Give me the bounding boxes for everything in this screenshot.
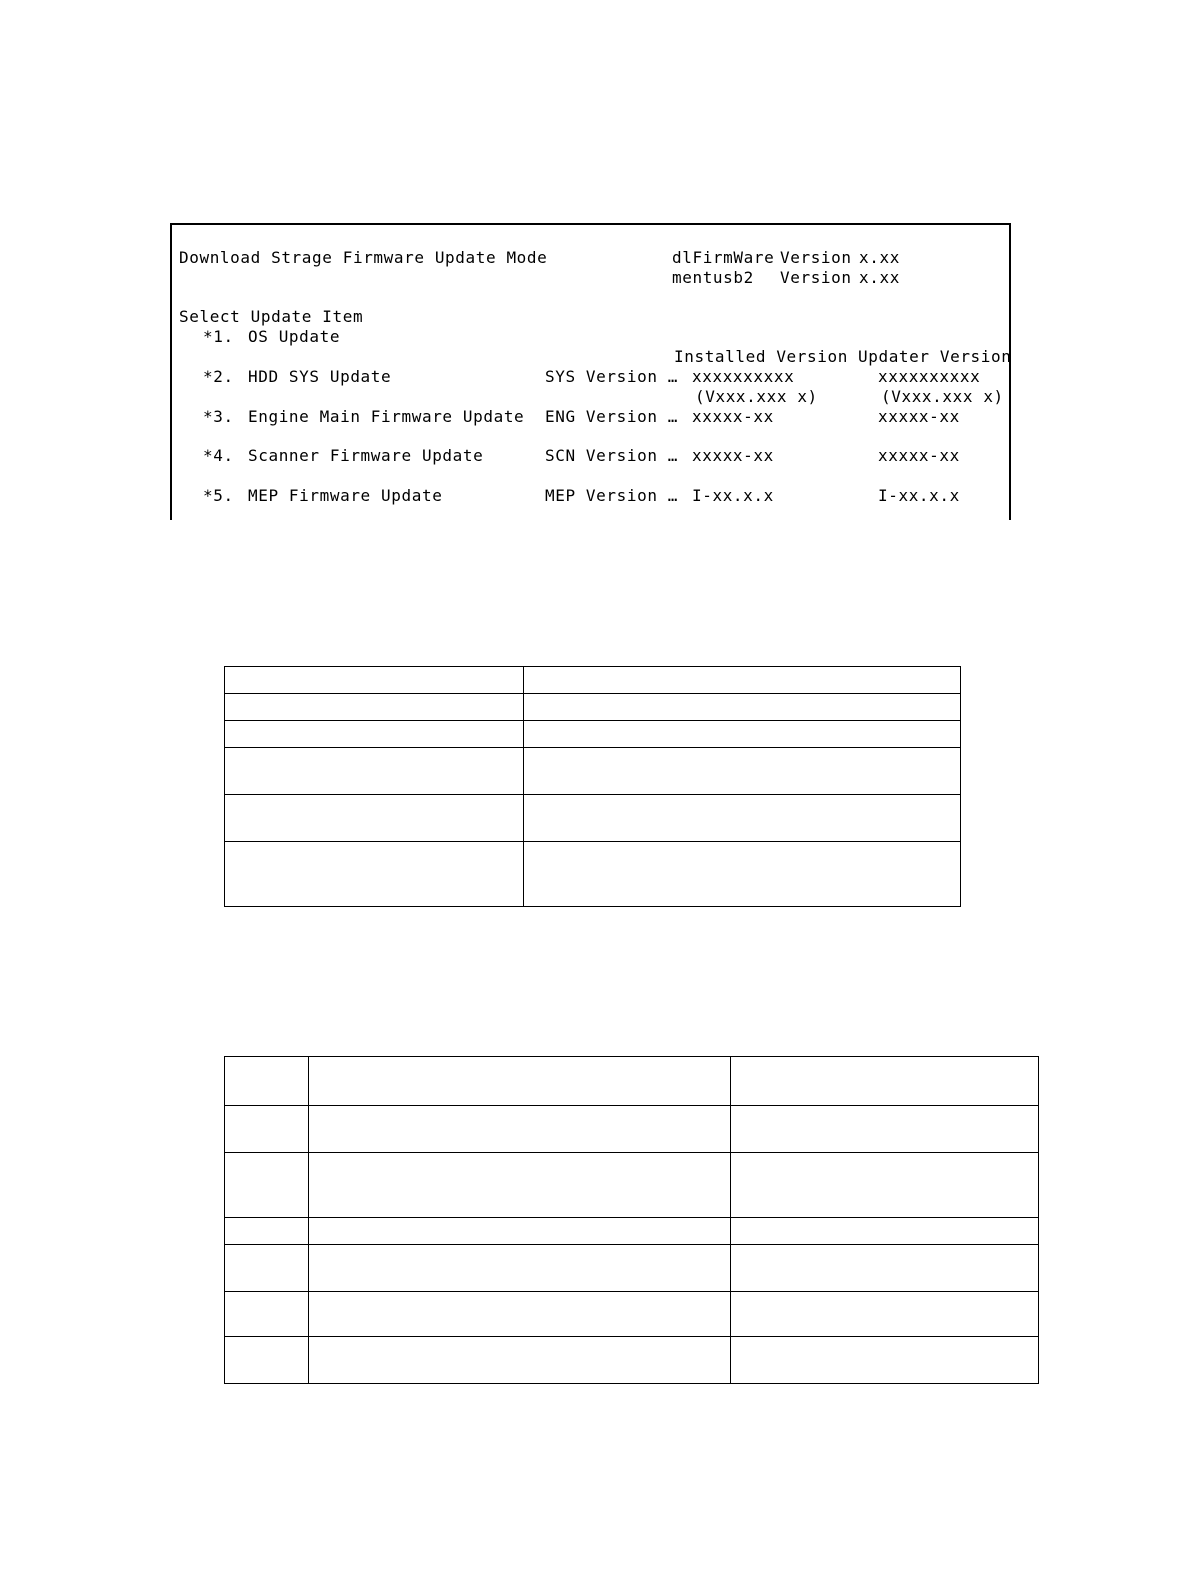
item-4-updater: xxxxx-xx [878,446,960,465]
table-cell [225,721,524,748]
table-row [225,667,961,694]
table-cell [731,1057,1039,1106]
table-row [225,1106,1039,1153]
item-2-installed-sub: (Vxxx.xxx x) [695,387,818,406]
table-cell [524,795,961,842]
item-3-version-label: ENG Version … [545,407,679,426]
table-cell [524,667,961,694]
dlfirmware-version-label: Version [780,248,852,267]
table-cell [309,1245,731,1292]
table-cell [524,721,961,748]
table-cell [731,1245,1039,1292]
table-cell [225,1057,309,1106]
table-row [225,721,961,748]
item-4-installed: xxxxx-xx [692,446,774,465]
item-5-marker: *5. [203,486,234,505]
item-5-version-label: MEP Version … [545,486,679,505]
item-5-label[interactable]: MEP Firmware Update [248,486,443,505]
table-row [225,842,961,907]
table-row [225,795,961,842]
updater-version-header: Updater Version [858,347,1012,366]
table-cell [731,1218,1039,1245]
table-cell [731,1106,1039,1153]
table-cell [225,1245,309,1292]
mentusb2-name: mentusb2 [672,268,754,287]
table-cell [731,1292,1039,1337]
table-cell [309,1106,731,1153]
item-3-marker: *3. [203,407,234,426]
mentusb2-version-label: Version [780,268,852,287]
dlfirmware-version-value: x.xx [859,248,900,267]
table-row [225,1292,1039,1337]
item-4-version-label: SCN Version … [545,446,679,465]
item-2-installed: xxxxxxxxxx [692,367,795,386]
table-cell [225,1337,309,1384]
table-cell [225,694,524,721]
item-2-updater: xxxxxxxxxx [878,367,981,386]
item-5-installed: I-xx.x.x [692,486,774,505]
table-cell [309,1218,731,1245]
installed-version-header: Installed Version [674,347,848,366]
table-cell [225,1292,309,1337]
firmware-update-screen [170,223,1011,520]
item-1-label[interactable]: OS Update [248,327,341,346]
table-row [225,1337,1039,1384]
table-cell [731,1337,1039,1384]
item-3-label[interactable]: Engine Main Firmware Update [248,407,525,426]
table-cell [524,748,961,795]
item-2-updater-sub: (Vxxx.xxx x) [881,387,1004,406]
item-3-installed: xxxxx-xx [692,407,774,426]
table-cell [309,1057,731,1106]
table-cell [225,1106,309,1153]
table-1 [224,666,961,907]
table-row [225,748,961,795]
table-cell [309,1337,731,1384]
table-cell [225,1153,309,1218]
item-2-label[interactable]: HDD SYS Update [248,367,392,386]
item-2-marker: *2. [203,367,234,386]
item-2-version-label: SYS Version … [545,367,679,386]
table-cell [524,842,961,907]
table-row [225,694,961,721]
item-3-updater: xxxxx-xx [878,407,960,426]
screen-title: Download Strage Firmware Update Mode [179,248,548,267]
table-cell [731,1153,1039,1218]
table-cell [225,795,524,842]
table-row [225,1057,1039,1106]
item-4-label[interactable]: Scanner Firmware Update [248,446,484,465]
select-update-item-label: Select Update Item [179,307,364,326]
mentusb2-version-value: x.xx [859,268,900,287]
table-cell [225,1218,309,1245]
item-5-updater: I-xx.x.x [878,486,960,505]
table-row [225,1218,1039,1245]
table-cell [524,694,961,721]
table-row [225,1153,1039,1218]
table-2 [224,1056,1039,1384]
item-4-marker: *4. [203,446,234,465]
table-row [225,1245,1039,1292]
item-1-marker: *1. [203,327,234,346]
table-cell [225,748,524,795]
table-cell [225,667,524,694]
table-cell [309,1292,731,1337]
table-cell [309,1153,731,1218]
dlfirmware-name: dlFirmWare [672,248,775,267]
table-cell [225,842,524,907]
